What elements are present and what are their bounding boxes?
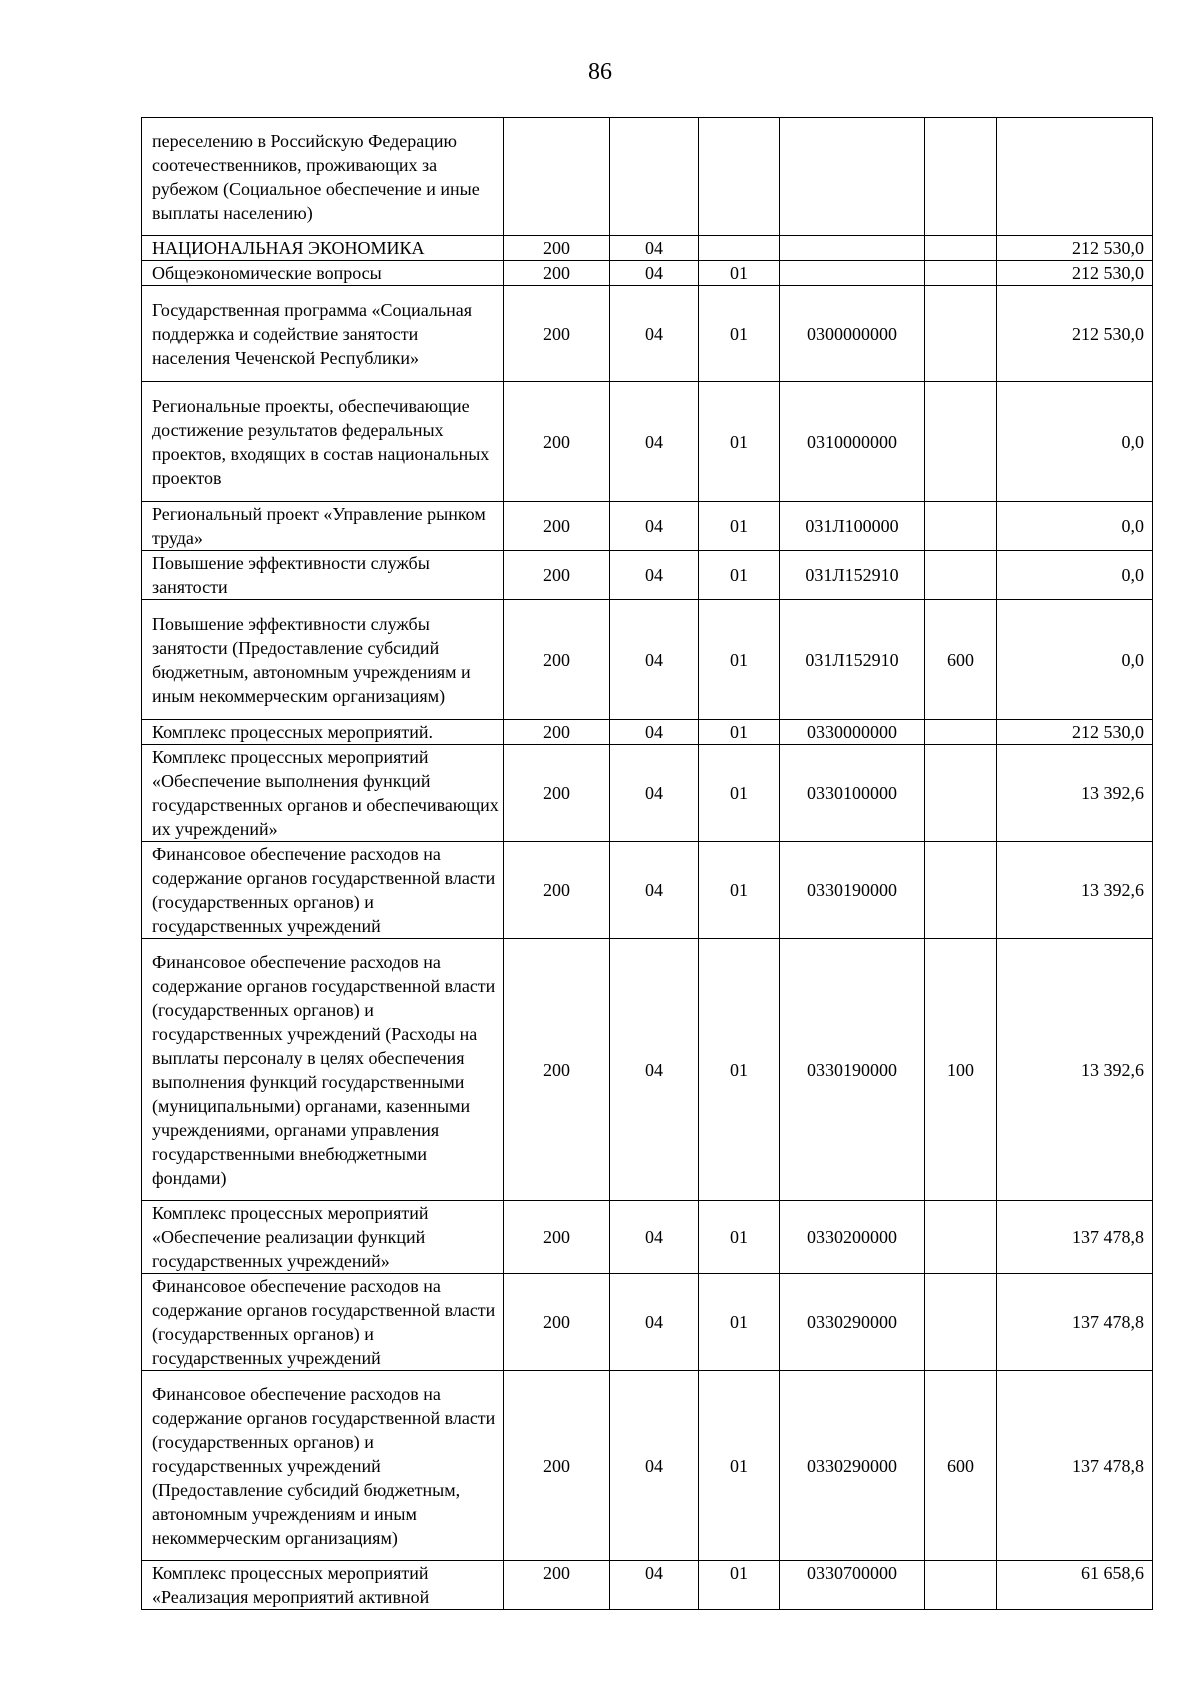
row-csr: 031Л152910: [780, 551, 925, 600]
row-pr: 01: [699, 939, 780, 1201]
row-sum: 137 478,8: [997, 1201, 1153, 1274]
row-sum: 13 392,6: [997, 939, 1153, 1201]
row-csr: 0330700000: [780, 1561, 925, 1610]
table-row: [142, 551, 1153, 600]
row-name: Государственная программа «Социальная поддержка и содействие занятости населения Чеченской Республики»: [142, 286, 504, 382]
row-sum: 0,0: [997, 382, 1153, 502]
row-rz: 04: [610, 551, 699, 600]
row-name: Повышение эффективности службы занятости (Предоставление субсидий бюджетным, автономным учреждениям и иным некоммерческим организациям): [142, 600, 504, 720]
row-name: Комплекс процессных мероприятий «Обеспечение выполнения функций государственных органов и обеспечивающих их учреждений»: [142, 745, 504, 842]
row-vr: [925, 720, 997, 745]
row-name: Финансовое обеспечение расходов на содержание органов государственной власти (государственных органов) и государственных учреждений (Предоставление субсидий бюджетным, автономным учреждениям и иным некоммерческим организациям): [142, 1371, 504, 1561]
row-rz: 04: [610, 286, 699, 382]
row-sum: 13 392,6: [997, 745, 1153, 842]
row-sum: 13 392,6: [997, 842, 1153, 939]
row-vr: [925, 1201, 997, 1274]
row-vr: [925, 842, 997, 939]
row-csr: 031Л100000: [780, 502, 925, 551]
row-csr: 0300000000: [780, 286, 925, 382]
row-rz: 04: [610, 236, 699, 261]
row-pr: 01: [699, 261, 780, 286]
table-row: [142, 1201, 1153, 1274]
row-pr: 01: [699, 286, 780, 382]
row-ved: 200: [504, 382, 610, 502]
row-name: Финансовое обеспечение расходов на содержание органов государственной власти (государственных органов) и государственных учреждений: [142, 842, 504, 939]
row-csr: 0330190000: [780, 842, 925, 939]
row-rz: 04: [610, 1561, 699, 1610]
table-row: [142, 745, 1153, 842]
row-ved: 200: [504, 261, 610, 286]
row-sum: 212 530,0: [997, 286, 1153, 382]
row-pr: [699, 118, 780, 236]
row-name: Региональные проекты, обеспечивающие достижение результатов федеральных проектов, входящих в состав национальных проектов: [142, 382, 504, 502]
row-name: Комплекс процессных мероприятий «Реализация мероприятий активной: [142, 1561, 504, 1610]
table-row: [142, 382, 1153, 502]
row-pr: [699, 236, 780, 261]
row-sum: 0,0: [997, 502, 1153, 551]
row-rz: 04: [610, 842, 699, 939]
row-pr: 01: [699, 842, 780, 939]
row-name: Комплекс процессных мероприятий.: [142, 720, 504, 745]
row-rz: 04: [610, 502, 699, 551]
table-row: [142, 118, 1153, 236]
row-rz: 04: [610, 939, 699, 1201]
row-csr: 0330100000: [780, 745, 925, 842]
row-rz: 04: [610, 1371, 699, 1561]
row-ved: 200: [504, 1201, 610, 1274]
row-name: Общеэкономические вопросы: [142, 261, 504, 286]
row-rz: [610, 118, 699, 236]
row-vr: 600: [925, 600, 997, 720]
row-csr: 0330290000: [780, 1274, 925, 1371]
table-row: [142, 720, 1153, 745]
table-row: [142, 1274, 1153, 1371]
row-ved: 200: [504, 720, 610, 745]
row-vr: [925, 551, 997, 600]
row-ved: 200: [504, 286, 610, 382]
row-vr: [925, 745, 997, 842]
row-csr: 0330290000: [780, 1371, 925, 1561]
row-sum: 61 658,6: [997, 1561, 1153, 1610]
table-row: [142, 261, 1153, 286]
row-ved: 200: [504, 939, 610, 1201]
row-rz: 04: [610, 1201, 699, 1274]
row-sum: 0,0: [997, 600, 1153, 720]
row-name: Повышение эффективности службы занятости: [142, 551, 504, 600]
row-name: Финансовое обеспечение расходов на содержание органов государственной власти (государственных органов) и государственных учреждений: [142, 1274, 504, 1371]
row-csr: [780, 118, 925, 236]
row-sum: 212 530,0: [997, 261, 1153, 286]
row-pr: 01: [699, 720, 780, 745]
table-row: [142, 1371, 1153, 1561]
table-row: [142, 842, 1153, 939]
row-vr: 100: [925, 939, 997, 1201]
page-number: 86: [588, 59, 612, 85]
row-ved: 200: [504, 236, 610, 261]
row-pr: 01: [699, 382, 780, 502]
table-row: [142, 600, 1153, 720]
row-vr: [925, 1274, 997, 1371]
row-csr: 0330200000: [780, 1201, 925, 1274]
table-row: [142, 286, 1153, 382]
row-vr: [925, 236, 997, 261]
row-rz: 04: [610, 720, 699, 745]
row-pr: 01: [699, 600, 780, 720]
row-pr: 01: [699, 502, 780, 551]
row-pr: 01: [699, 1371, 780, 1561]
row-sum: 0,0: [997, 551, 1153, 600]
row-ved: [504, 118, 610, 236]
row-ved: 200: [504, 1274, 610, 1371]
row-name: переселению в Российскую Федерацию соотечественников, проживающих за рубежом (Социальное обеспечение и иные выплаты населению): [142, 118, 504, 236]
row-csr: 0330000000: [780, 720, 925, 745]
row-ved: 200: [504, 502, 610, 551]
row-name: Комплекс процессных мероприятий «Обеспечение реализации функций государственных учреждений»: [142, 1201, 504, 1274]
row-vr: [925, 261, 997, 286]
row-ved: 200: [504, 600, 610, 720]
row-pr: 01: [699, 1274, 780, 1371]
row-vr: [925, 1561, 997, 1610]
row-sum: [997, 118, 1153, 236]
row-csr: [780, 261, 925, 286]
row-csr: [780, 236, 925, 261]
row-pr: 01: [699, 1561, 780, 1610]
table-row: [142, 939, 1153, 1201]
row-pr: 01: [699, 745, 780, 842]
row-rz: 04: [610, 600, 699, 720]
row-rz: 04: [610, 1274, 699, 1371]
row-ved: 200: [504, 745, 610, 842]
row-rz: 04: [610, 261, 699, 286]
row-sum: 212 530,0: [997, 720, 1153, 745]
row-ved: 200: [504, 1371, 610, 1561]
row-vr: [925, 286, 997, 382]
row-ved: 200: [504, 551, 610, 600]
row-rz: 04: [610, 382, 699, 502]
row-csr: 0310000000: [780, 382, 925, 502]
row-sum: 137 478,8: [997, 1274, 1153, 1371]
row-pr: 01: [699, 551, 780, 600]
row-name: Региональный проект «Управление рынком труда»: [142, 502, 504, 551]
row-ved: 200: [504, 842, 610, 939]
row-name: Финансовое обеспечение расходов на содержание органов государственной власти (государственных органов) и государственных учреждений (Расходы на выплаты персоналу в целях обеспечения выполнения функций государственными (муниципальными) органами, казенными учреждениями, органами управления государственными внебюджетными фондами): [142, 939, 504, 1201]
table-row: [142, 502, 1153, 551]
row-ved: 200: [504, 1561, 610, 1610]
table-row: [142, 1561, 1153, 1610]
row-vr: [925, 118, 997, 236]
row-vr: [925, 502, 997, 551]
row-rz: 04: [610, 745, 699, 842]
row-sum: 212 530,0: [997, 236, 1153, 261]
row-pr: 01: [699, 1201, 780, 1274]
row-sum: 137 478,8: [997, 1371, 1153, 1561]
row-vr: 600: [925, 1371, 997, 1561]
row-csr: 031Л152910: [780, 600, 925, 720]
budget-table: [141, 117, 1153, 1610]
row-name: НАЦИОНАЛЬНАЯ ЭКОНОМИКА: [142, 236, 504, 261]
row-csr: 0330190000: [780, 939, 925, 1201]
table-row: [142, 236, 1153, 261]
row-vr: [925, 382, 997, 502]
